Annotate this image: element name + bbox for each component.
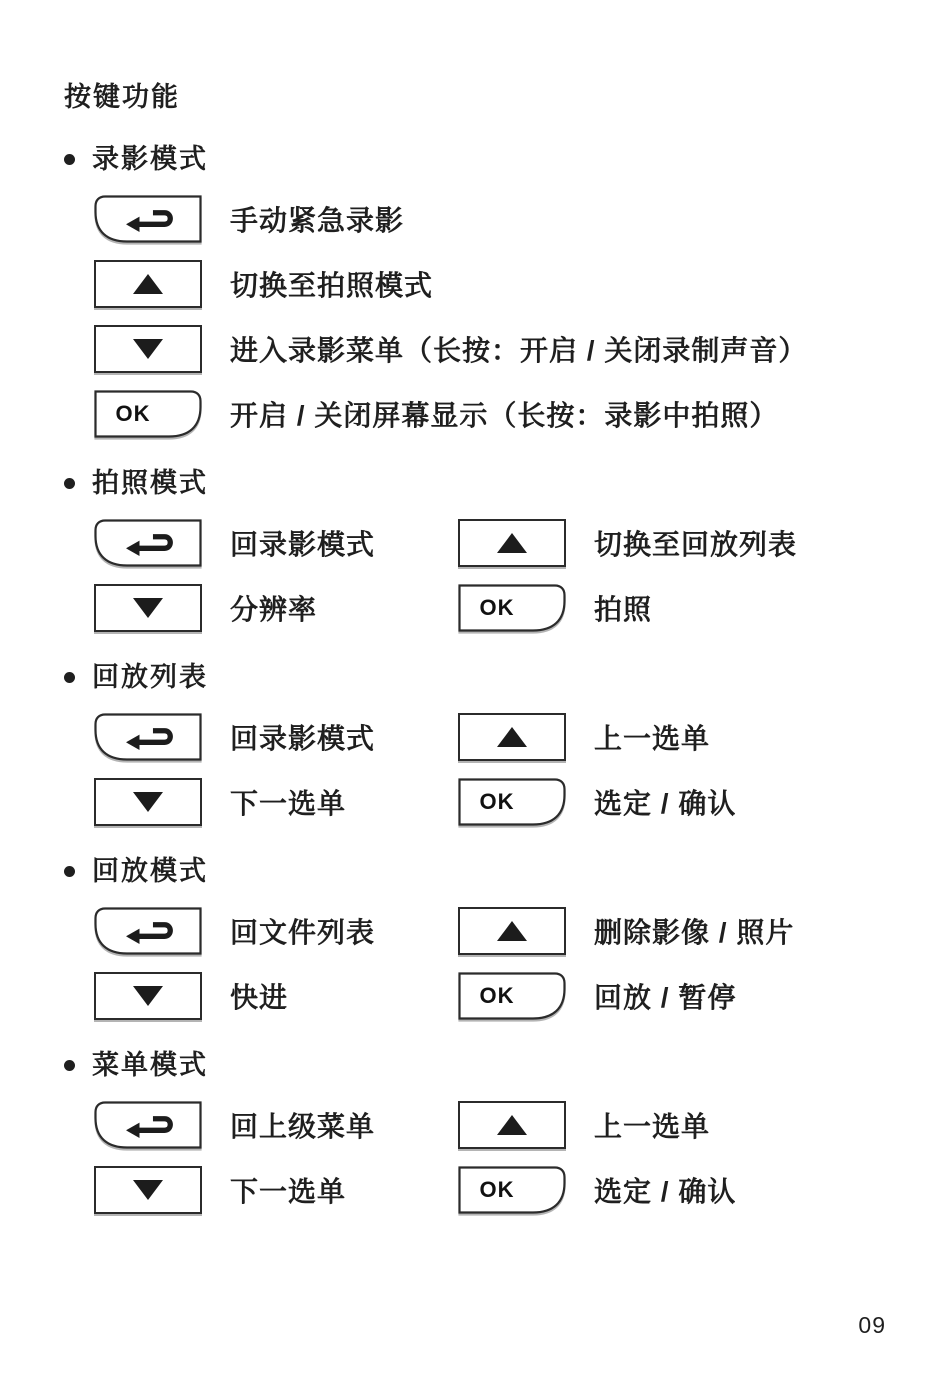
ok-button-label: OK bbox=[479, 983, 515, 1008]
key-function-label: 手动紧急录影 bbox=[230, 205, 405, 236]
bullet-icon bbox=[64, 478, 75, 489]
return-button bbox=[94, 907, 202, 955]
key-function-row bbox=[94, 778, 944, 826]
key-function-label: 快进 bbox=[230, 982, 289, 1013]
ok-button bbox=[458, 1166, 566, 1214]
key-function-label: 分辨率 bbox=[230, 594, 318, 625]
section-menu-mode bbox=[0, 1048, 944, 1214]
key-function-label: 上一选单 bbox=[594, 1111, 711, 1142]
ok-button bbox=[458, 972, 566, 1020]
key-function-label: 开启 / 关闭屏幕显示（长按：录影中拍照） bbox=[230, 400, 779, 431]
down-button bbox=[94, 584, 202, 632]
section-heading bbox=[64, 854, 944, 888]
down-button bbox=[94, 1166, 202, 1214]
down-triangle-icon bbox=[133, 339, 163, 359]
bullet-icon bbox=[64, 866, 75, 877]
section-heading bbox=[64, 1048, 944, 1082]
return-button bbox=[94, 1101, 202, 1149]
up-button bbox=[94, 260, 202, 308]
up-button bbox=[458, 519, 566, 567]
up-button bbox=[458, 1101, 566, 1149]
section-playback-list bbox=[0, 660, 944, 826]
section-heading bbox=[64, 466, 944, 500]
key-function-label: 回上级菜单 bbox=[230, 1111, 376, 1142]
key-function-row bbox=[94, 195, 944, 243]
key-function-row bbox=[94, 972, 944, 1020]
up-triangle-icon bbox=[133, 274, 163, 294]
up-button bbox=[458, 907, 566, 955]
key-function-row bbox=[94, 390, 944, 438]
up-button bbox=[458, 713, 566, 761]
ok-button-label: OK bbox=[479, 595, 515, 620]
return-button bbox=[94, 713, 202, 761]
key-function-label: 切换至拍照模式 bbox=[230, 270, 434, 301]
section-heading-label: 拍照模式 bbox=[92, 468, 208, 498]
key-function-row bbox=[94, 260, 944, 308]
bullet-icon bbox=[64, 672, 75, 683]
up-triangle-icon bbox=[497, 921, 527, 941]
key-function-label: 选定 / 确认 bbox=[594, 788, 737, 819]
key-function-row bbox=[94, 907, 944, 955]
page-number: 09 bbox=[858, 1312, 886, 1338]
down-triangle-icon bbox=[133, 986, 163, 1006]
down-button bbox=[94, 778, 202, 826]
key-function-label: 回录影模式 bbox=[230, 529, 376, 560]
key-function-label: 进入录影菜单（长按：开启 / 关闭录制声音） bbox=[230, 335, 808, 366]
section-heading-label: 回放模式 bbox=[92, 856, 208, 886]
ok-button bbox=[458, 584, 566, 632]
return-button bbox=[94, 195, 202, 243]
key-function-row bbox=[94, 1166, 944, 1214]
ok-button bbox=[94, 390, 202, 438]
section-heading-label: 录影模式 bbox=[92, 144, 208, 174]
down-triangle-icon bbox=[133, 598, 163, 618]
section-playback-mode bbox=[0, 854, 944, 1020]
return-arrow-icon bbox=[124, 725, 180, 750]
key-function-label: 删除影像 / 照片 bbox=[594, 917, 795, 948]
key-function-label: 下一选单 bbox=[230, 1176, 347, 1207]
return-arrow-icon bbox=[124, 919, 180, 944]
section-heading-label: 回放列表 bbox=[92, 662, 208, 692]
ok-button-label: OK bbox=[115, 401, 151, 426]
key-function-row bbox=[94, 584, 944, 632]
key-function-row bbox=[94, 325, 944, 373]
key-function-label: 上一选单 bbox=[594, 723, 711, 754]
key-function-row bbox=[94, 713, 944, 761]
up-triangle-icon bbox=[497, 727, 527, 747]
down-triangle-icon bbox=[133, 1180, 163, 1200]
page-title: 按键功能 bbox=[64, 82, 180, 112]
up-triangle-icon bbox=[497, 533, 527, 553]
key-function-label: 下一选单 bbox=[230, 788, 347, 819]
down-button bbox=[94, 325, 202, 373]
bullet-icon bbox=[64, 1060, 75, 1071]
key-function-label: 回放 / 暂停 bbox=[594, 982, 737, 1013]
key-function-label: 回录影模式 bbox=[230, 723, 376, 754]
ok-button-label: OK bbox=[479, 1177, 515, 1202]
section-heading bbox=[64, 142, 944, 176]
key-function-label: 选定 / 确认 bbox=[594, 1176, 737, 1207]
key-function-label: 拍照 bbox=[594, 594, 653, 625]
return-button bbox=[94, 519, 202, 567]
return-arrow-icon bbox=[124, 531, 180, 556]
ok-button-label: OK bbox=[479, 789, 515, 814]
key-function-label: 回文件列表 bbox=[230, 917, 376, 948]
down-triangle-icon bbox=[133, 792, 163, 812]
section-photo-mode bbox=[0, 466, 944, 632]
up-triangle-icon bbox=[497, 1115, 527, 1135]
key-function-row bbox=[94, 519, 944, 567]
key-function-label: 切换至回放列表 bbox=[594, 529, 798, 560]
return-arrow-icon bbox=[124, 1113, 180, 1138]
down-button bbox=[94, 972, 202, 1020]
section-heading bbox=[64, 660, 944, 694]
key-function-row bbox=[94, 1101, 944, 1149]
section-heading-label: 菜单模式 bbox=[92, 1050, 208, 1080]
bullet-icon bbox=[64, 154, 75, 165]
section-recording-mode bbox=[0, 142, 944, 438]
return-arrow-icon bbox=[124, 207, 180, 232]
ok-button bbox=[458, 778, 566, 826]
